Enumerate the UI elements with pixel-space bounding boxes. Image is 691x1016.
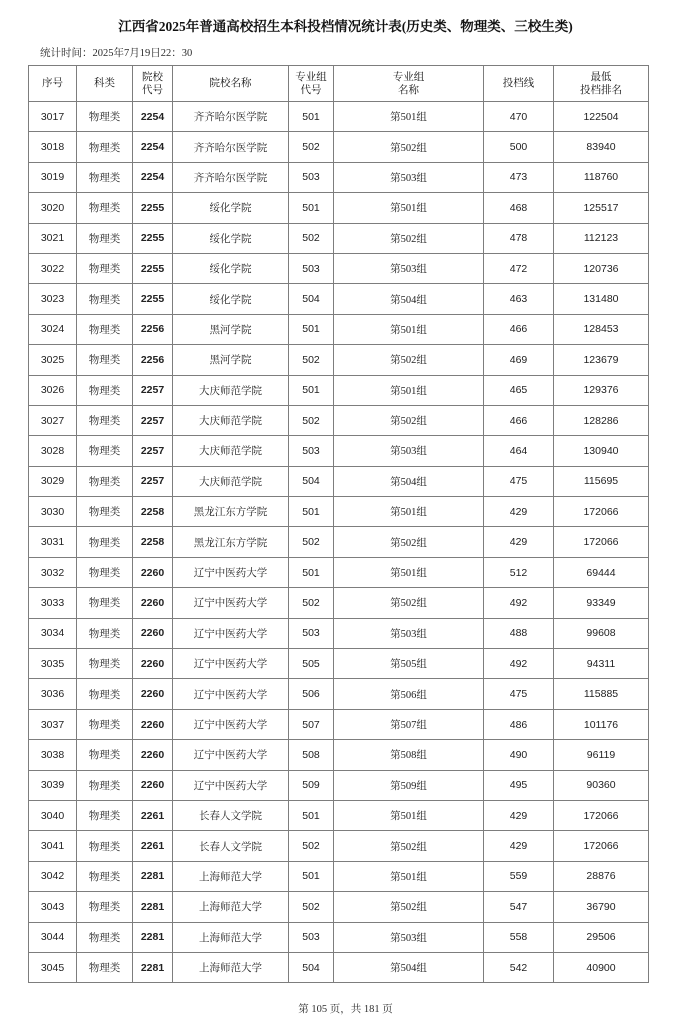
table-row: [29, 831, 649, 861]
cell-min-rank: 99608: [554, 618, 649, 648]
cell-school-code: 2281: [133, 892, 173, 922]
cell-category: 物理类: [77, 497, 133, 527]
table-row: [29, 679, 649, 709]
cell-category: 物理类: [77, 284, 133, 314]
header-group-code-line1: 专业组: [295, 71, 327, 83]
cell-school-name: 黑龙江东方学院: [173, 497, 289, 527]
cell-school-code: 2260: [133, 649, 173, 679]
cell-school-code: 2255: [133, 193, 173, 223]
cell-seq: 3028: [29, 436, 77, 466]
cell-seq: 3022: [29, 253, 77, 283]
table-row: [29, 800, 649, 830]
cell-group-code: 503: [289, 162, 334, 192]
table-body: [29, 102, 649, 983]
cell-min-rank: 101176: [554, 709, 649, 739]
cell-min-rank: 94311: [554, 649, 649, 679]
cell-category: 物理类: [77, 649, 133, 679]
cell-school-code: 2258: [133, 527, 173, 557]
table-row: [29, 770, 649, 800]
header-school-code-line2: 代号: [142, 84, 163, 96]
cell-category: 物理类: [77, 314, 133, 344]
cell-school-name: 长春人文学院: [173, 800, 289, 830]
cell-school-code: 2260: [133, 709, 173, 739]
cell-category: 物理类: [77, 466, 133, 496]
cell-school-code: 2255: [133, 223, 173, 253]
cell-group-name: 第503组: [334, 436, 484, 466]
cell-group-code: 503: [289, 436, 334, 466]
table-row: [29, 527, 649, 557]
cell-school-name: 大庆师范学院: [173, 375, 289, 405]
cell-category: 物理类: [77, 922, 133, 952]
cell-school-name: 绥化学院: [173, 284, 289, 314]
cell-school-code: 2257: [133, 466, 173, 496]
cell-category: 物理类: [77, 588, 133, 618]
cell-group-name: 第506组: [334, 679, 484, 709]
cell-school-name: 辽宁中医药大学: [173, 770, 289, 800]
cell-group-name: 第503组: [334, 922, 484, 952]
cell-min-rank: 130940: [554, 436, 649, 466]
cell-school-code: 2257: [133, 405, 173, 435]
cell-group-code: 502: [289, 405, 334, 435]
cell-school-name: 上海师范大学: [173, 892, 289, 922]
header-school-code: [133, 66, 173, 102]
cell-school-name: 齐齐哈尔医学院: [173, 162, 289, 192]
cell-seq: 3025: [29, 345, 77, 375]
cell-min-rank: 131480: [554, 284, 649, 314]
table-row: [29, 102, 649, 132]
cell-category: 物理类: [77, 709, 133, 739]
cell-seq: 3044: [29, 922, 77, 952]
cell-group-name: 第504组: [334, 952, 484, 982]
cell-group-code: 504: [289, 466, 334, 496]
cell-group-name: 第504组: [334, 284, 484, 314]
header-group-name-line2: 名称: [398, 84, 419, 96]
cell-school-code: 2260: [133, 618, 173, 648]
cell-min-rank: 172066: [554, 800, 649, 830]
header-school-name: [173, 66, 289, 102]
cell-category: 物理类: [77, 345, 133, 375]
cell-group-name: 第503组: [334, 618, 484, 648]
cell-min-rank: 122504: [554, 102, 649, 132]
cell-seq: 3017: [29, 102, 77, 132]
header-seq-label: 序号: [42, 78, 63, 89]
cell-category: 物理类: [77, 800, 133, 830]
cell-school-code: 2260: [133, 588, 173, 618]
cell-group-code: 501: [289, 557, 334, 587]
cell-category: 物理类: [77, 193, 133, 223]
cell-group-name: 第501组: [334, 800, 484, 830]
cell-group-name: 第502组: [334, 223, 484, 253]
cell-min-rank: 36790: [554, 892, 649, 922]
cell-school-name: 齐齐哈尔医学院: [173, 132, 289, 162]
cell-category: 物理类: [77, 405, 133, 435]
cell-school-code: 2256: [133, 345, 173, 375]
cell-score-line: 492: [484, 649, 554, 679]
cell-group-name: 第501组: [334, 557, 484, 587]
cell-min-rank: 128286: [554, 405, 649, 435]
table-row: [29, 649, 649, 679]
cell-min-rank: 90360: [554, 770, 649, 800]
cell-seq: 3035: [29, 649, 77, 679]
table-row: [29, 709, 649, 739]
cell-category: 物理类: [77, 223, 133, 253]
table-header: [29, 66, 649, 102]
cell-score-line: 492: [484, 588, 554, 618]
table-row: [29, 466, 649, 496]
statistics-time: 统计时间：2025年7月19日22：30: [40, 48, 193, 59]
cell-score-line: 463: [484, 284, 554, 314]
cell-seq: 3029: [29, 466, 77, 496]
page-footer: 第 105 页，共 181 页: [298, 1004, 393, 1016]
table-row: [29, 284, 649, 314]
cell-group-code: 502: [289, 345, 334, 375]
cell-min-rank: 118760: [554, 162, 649, 192]
cell-category: 物理类: [77, 770, 133, 800]
cell-score-line: 512: [484, 557, 554, 587]
cell-min-rank: 115695: [554, 466, 649, 496]
cell-score-line: 500: [484, 132, 554, 162]
cell-group-code: 501: [289, 375, 334, 405]
cell-group-code: 504: [289, 284, 334, 314]
cell-group-name: 第505组: [334, 649, 484, 679]
header-min-rank: [554, 66, 649, 102]
header-seq: [29, 66, 77, 102]
cell-min-rank: 172066: [554, 527, 649, 557]
header-min-rank-line2: 投档排名: [580, 84, 622, 96]
table-row: [29, 223, 649, 253]
admission-score-table: [28, 65, 649, 983]
cell-category: 物理类: [77, 436, 133, 466]
cell-group-code: 502: [289, 588, 334, 618]
cell-group-name: 第503组: [334, 162, 484, 192]
cell-school-name: 辽宁中医药大学: [173, 649, 289, 679]
cell-score-line: 475: [484, 679, 554, 709]
cell-school-name: 大庆师范学院: [173, 466, 289, 496]
cell-school-name: 绥化学院: [173, 223, 289, 253]
cell-category: 物理类: [77, 831, 133, 861]
cell-school-name: 大庆师范学院: [173, 436, 289, 466]
cell-min-rank: 112123: [554, 223, 649, 253]
cell-score-line: 429: [484, 800, 554, 830]
cell-seq: 3041: [29, 831, 77, 861]
cell-score-line: 542: [484, 952, 554, 982]
cell-group-name: 第502组: [334, 588, 484, 618]
cell-min-rank: 93349: [554, 588, 649, 618]
cell-group-name: 第503组: [334, 253, 484, 283]
cell-school-code: 2257: [133, 375, 173, 405]
cell-group-code: 503: [289, 618, 334, 648]
cell-seq: 3018: [29, 132, 77, 162]
cell-group-name: 第504组: [334, 466, 484, 496]
cell-category: 物理类: [77, 375, 133, 405]
cell-score-line: 473: [484, 162, 554, 192]
cell-group-name: 第507组: [334, 709, 484, 739]
cell-seq: 3043: [29, 892, 77, 922]
table-row: [29, 405, 649, 435]
cell-school-code: 2254: [133, 102, 173, 132]
cell-school-name: 齐齐哈尔医学院: [173, 102, 289, 132]
cell-seq: 3032: [29, 557, 77, 587]
cell-group-name: 第502组: [334, 892, 484, 922]
cell-category: 物理类: [77, 557, 133, 587]
cell-score-line: 558: [484, 922, 554, 952]
cell-min-rank: 172066: [554, 497, 649, 527]
cell-group-name: 第502组: [334, 831, 484, 861]
cell-score-line: 468: [484, 193, 554, 223]
cell-school-code: 2255: [133, 284, 173, 314]
cell-min-rank: 40900: [554, 952, 649, 982]
cell-school-code: 2281: [133, 922, 173, 952]
header-category-label: 科类: [94, 78, 115, 89]
cell-group-code: 502: [289, 527, 334, 557]
cell-seq: 3031: [29, 527, 77, 557]
cell-group-code: 508: [289, 740, 334, 770]
cell-group-code: 502: [289, 132, 334, 162]
cell-group-name: 第502组: [334, 405, 484, 435]
cell-group-code: 501: [289, 497, 334, 527]
cell-group-code: 507: [289, 709, 334, 739]
cell-score-line: 465: [484, 375, 554, 405]
table-row: [29, 557, 649, 587]
cell-seq: 3033: [29, 588, 77, 618]
cell-seq: 3021: [29, 223, 77, 253]
header-score-line-label: 投档线: [502, 78, 535, 89]
table-row: [29, 162, 649, 192]
table-row: [29, 588, 649, 618]
cell-school-name: 上海师范大学: [173, 861, 289, 891]
cell-school-name: 辽宁中医药大学: [173, 740, 289, 770]
cell-seq: 3026: [29, 375, 77, 405]
cell-group-code: 501: [289, 102, 334, 132]
cell-seq: 3040: [29, 800, 77, 830]
cell-score-line: 464: [484, 436, 554, 466]
cell-group-name: 第501组: [334, 314, 484, 344]
header-school-name-label: 院校名称: [209, 78, 252, 89]
cell-school-name: 大庆师范学院: [173, 405, 289, 435]
table-row: [29, 193, 649, 223]
cell-group-name: 第501组: [334, 102, 484, 132]
cell-min-rank: 69444: [554, 557, 649, 587]
cell-school-code: 2254: [133, 132, 173, 162]
header-group-code: [289, 66, 334, 102]
cell-group-code: 502: [289, 831, 334, 861]
cell-min-rank: 125517: [554, 193, 649, 223]
cell-category: 物理类: [77, 892, 133, 922]
cell-school-name: 辽宁中医药大学: [173, 588, 289, 618]
cell-group-code: 502: [289, 892, 334, 922]
cell-school-name: 辽宁中医药大学: [173, 557, 289, 587]
cell-group-name: 第501组: [334, 375, 484, 405]
cell-school-name: 黑河学院: [173, 345, 289, 375]
cell-group-name: 第509组: [334, 770, 484, 800]
cell-school-name: 黑河学院: [173, 314, 289, 344]
cell-score-line: 429: [484, 831, 554, 861]
cell-seq: 3030: [29, 497, 77, 527]
cell-seq: 3039: [29, 770, 77, 800]
table-row: [29, 892, 649, 922]
cell-score-line: 478: [484, 223, 554, 253]
cell-group-code: 501: [289, 861, 334, 891]
cell-school-code: 2254: [133, 162, 173, 192]
cell-score-line: 488: [484, 618, 554, 648]
cell-score-line: 469: [484, 345, 554, 375]
cell-school-code: 2260: [133, 770, 173, 800]
cell-seq: 3037: [29, 709, 77, 739]
cell-category: 物理类: [77, 679, 133, 709]
cell-min-rank: 120736: [554, 253, 649, 283]
cell-score-line: 429: [484, 527, 554, 557]
cell-score-line: 466: [484, 405, 554, 435]
cell-school-code: 2260: [133, 679, 173, 709]
table-row: [29, 345, 649, 375]
cell-seq: 3038: [29, 740, 77, 770]
cell-school-code: 2258: [133, 497, 173, 527]
table-row: [29, 253, 649, 283]
cell-group-name: 第502组: [334, 132, 484, 162]
cell-school-name: 绥化学院: [173, 253, 289, 283]
cell-school-name: 黑龙江东方学院: [173, 527, 289, 557]
cell-score-line: 470: [484, 102, 554, 132]
cell-school-code: 2260: [133, 557, 173, 587]
cell-min-rank: 172066: [554, 831, 649, 861]
table-row: [29, 861, 649, 891]
cell-school-name: 绥化学院: [173, 193, 289, 223]
cell-seq: 3034: [29, 618, 77, 648]
cell-school-name: 辽宁中医药大学: [173, 679, 289, 709]
cell-score-line: 547: [484, 892, 554, 922]
cell-school-name: 长春人文学院: [173, 831, 289, 861]
header-group-code-line2: 代号: [300, 84, 322, 96]
cell-seq: 3042: [29, 861, 77, 891]
table-row: [29, 952, 649, 982]
cell-group-name: 第508组: [334, 740, 484, 770]
cell-group-code: 506: [289, 679, 334, 709]
cell-seq: 3027: [29, 405, 77, 435]
cell-school-code: 2281: [133, 861, 173, 891]
cell-school-code: 2261: [133, 831, 173, 861]
cell-group-name: 第501组: [334, 497, 484, 527]
cell-category: 物理类: [77, 162, 133, 192]
cell-seq: 3024: [29, 314, 77, 344]
cell-category: 物理类: [77, 102, 133, 132]
cell-seq: 3036: [29, 679, 77, 709]
cell-school-code: 2255: [133, 253, 173, 283]
header-group-name: [334, 66, 484, 102]
cell-group-code: 503: [289, 922, 334, 952]
header-min-rank-line1: 最低: [590, 71, 612, 83]
table-row: [29, 132, 649, 162]
table-row: [29, 740, 649, 770]
header-score-line: [484, 66, 554, 102]
cell-score-line: 475: [484, 466, 554, 496]
table-row: [29, 497, 649, 527]
cell-score-line: 490: [484, 740, 554, 770]
cell-school-code: 2256: [133, 314, 173, 344]
cell-school-name: 上海师范大学: [173, 952, 289, 982]
cell-min-rank: 96119: [554, 740, 649, 770]
cell-school-code: 2261: [133, 800, 173, 830]
cell-min-rank: 129376: [554, 375, 649, 405]
cell-min-rank: 123679: [554, 345, 649, 375]
header-group-name-line1: 专业组: [392, 71, 425, 83]
cell-category: 物理类: [77, 861, 133, 891]
table-row: [29, 375, 649, 405]
cell-score-line: 559: [484, 861, 554, 891]
cell-school-code: 2257: [133, 436, 173, 466]
cell-school-code: 2281: [133, 952, 173, 982]
cell-score-line: 472: [484, 253, 554, 283]
cell-category: 物理类: [77, 740, 133, 770]
cell-min-rank: 28876: [554, 861, 649, 891]
cell-seq: 3023: [29, 284, 77, 314]
cell-school-name: 辽宁中医药大学: [173, 618, 289, 648]
cell-category: 物理类: [77, 618, 133, 648]
cell-school-name: 辽宁中医药大学: [173, 709, 289, 739]
header-school-code-line1: 院校: [142, 71, 163, 83]
cell-category: 物理类: [77, 527, 133, 557]
cell-min-rank: 29506: [554, 922, 649, 952]
cell-group-name: 第501组: [334, 193, 484, 223]
cell-group-code: 503: [289, 253, 334, 283]
table-container: [0, 60, 691, 983]
page-title: 江西省2025年普通高校招生本科投档情况统计表(历史类、物理类、三校生类): [118, 19, 573, 34]
cell-category: 物理类: [77, 253, 133, 283]
table-row: [29, 922, 649, 952]
cell-group-code: 509: [289, 770, 334, 800]
cell-group-code: 502: [289, 223, 334, 253]
cell-group-code: 501: [289, 193, 334, 223]
cell-category: 物理类: [77, 952, 133, 982]
cell-group-name: 第501组: [334, 861, 484, 891]
cell-score-line: 429: [484, 497, 554, 527]
table-row: [29, 618, 649, 648]
cell-category: 物理类: [77, 132, 133, 162]
cell-group-code: 501: [289, 314, 334, 344]
cell-min-rank: 83940: [554, 132, 649, 162]
cell-seq: 3045: [29, 952, 77, 982]
cell-score-line: 466: [484, 314, 554, 344]
cell-group-name: 第502组: [334, 345, 484, 375]
cell-seq: 3020: [29, 193, 77, 223]
cell-min-rank: 115885: [554, 679, 649, 709]
cell-score-line: 495: [484, 770, 554, 800]
header-row: [29, 66, 649, 102]
cell-group-code: 505: [289, 649, 334, 679]
table-row: [29, 436, 649, 466]
cell-score-line: 486: [484, 709, 554, 739]
cell-min-rank: 128453: [554, 314, 649, 344]
cell-group-code: 501: [289, 800, 334, 830]
cell-seq: 3019: [29, 162, 77, 192]
cell-school-code: 2260: [133, 740, 173, 770]
cell-group-code: 504: [289, 952, 334, 982]
table-row: [29, 314, 649, 344]
header-category: [77, 66, 133, 102]
cell-school-name: 上海师范大学: [173, 922, 289, 952]
cell-group-name: 第502组: [334, 527, 484, 557]
